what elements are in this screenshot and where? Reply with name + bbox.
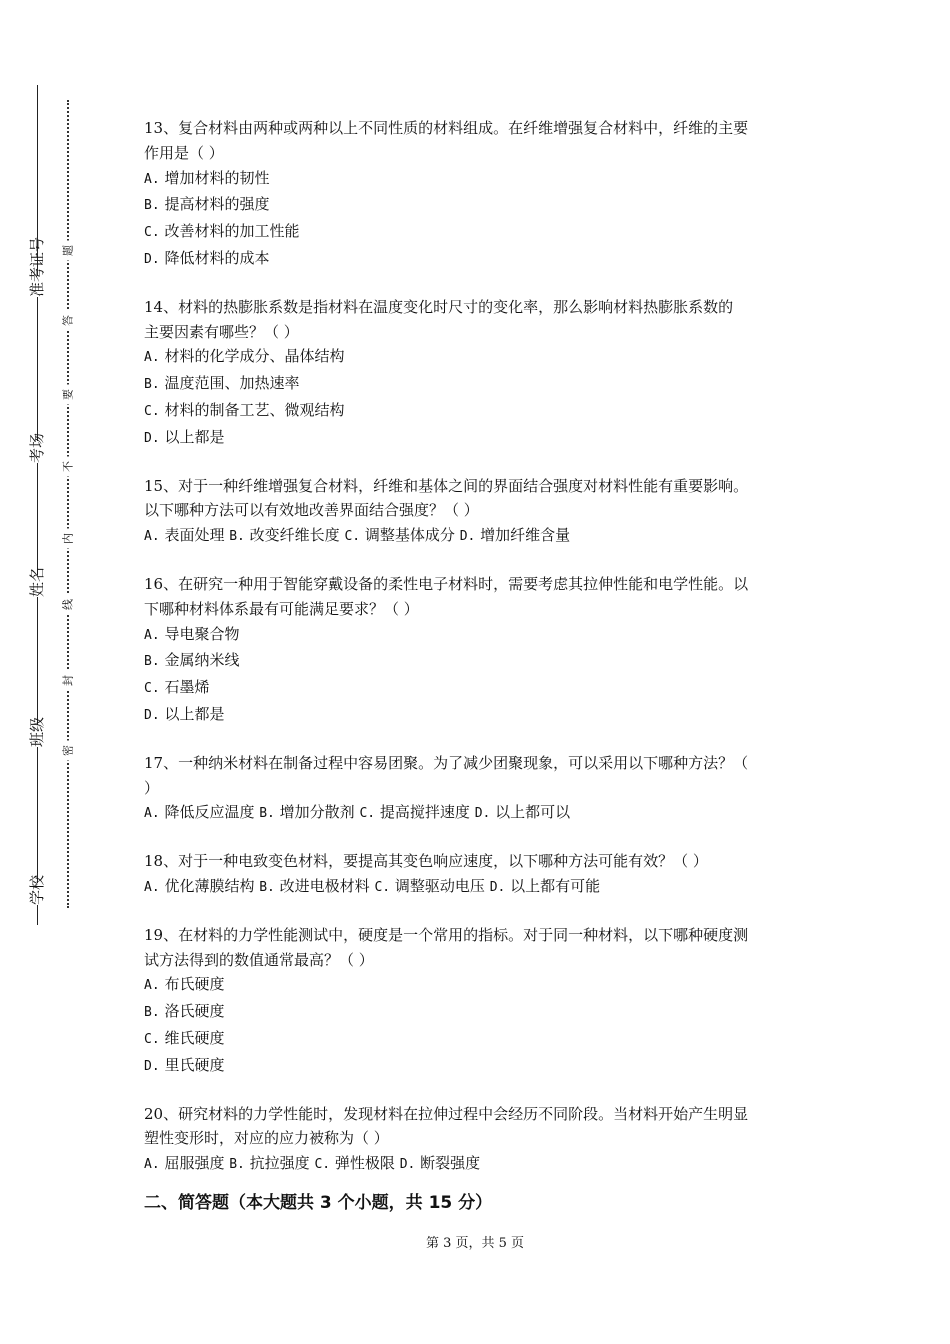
question-text: 17、一种纳米材料在制备过程中容易团聚。为了减少团聚现象，可以采用以下哪种方法？（	[144, 753, 749, 772]
option-label: B.	[229, 1157, 245, 1173]
option-label: A.	[144, 879, 160, 895]
option-text: 优化薄膜结构	[164, 876, 255, 895]
option-text: 改变纤维长度	[249, 526, 340, 545]
question-text: 16、在研究一种用于智能穿戴设备的柔性电子材料时，需要考虑其拉伸性能和电学性能。以	[144, 574, 749, 593]
option-a	[144, 803, 254, 821]
question-20	[144, 1102, 814, 1178]
question-list	[144, 116, 814, 1200]
seal-line	[60, 100, 76, 908]
page-footer: 第 3 页，共 5 页	[425, 1236, 525, 1251]
option-label: C.	[359, 806, 376, 822]
option-text: 洛氏硬度	[164, 1002, 225, 1021]
option-label: C.	[144, 1031, 160, 1047]
option-label: B.	[229, 529, 245, 545]
option-text: 材料的制备工艺、微观结构	[164, 400, 345, 419]
option-text: 导电聚合物	[164, 624, 240, 643]
school-label: 学校	[28, 874, 46, 905]
option-text: 抗拉强度	[249, 1154, 310, 1173]
option-text: 维氏硬度	[164, 1028, 225, 1047]
option-a	[144, 972, 814, 999]
option-label: A.	[144, 978, 160, 994]
option-text: 调整基体成分	[364, 526, 455, 545]
binding-margin	[26, 85, 48, 925]
option-c	[374, 877, 484, 895]
seal-char: 题	[62, 241, 75, 261]
option-label: A.	[144, 171, 160, 187]
option-text: 表面处理	[164, 526, 225, 545]
inline-options	[144, 1151, 814, 1178]
seal-char: 答	[62, 311, 75, 331]
question-text: 20、研究材料的力学性能时，发现材料在拉伸过程中会经历不同阶段。当材料开始产生明显	[144, 1104, 749, 1123]
question-14	[144, 295, 814, 452]
option-text: 提高材料的强度	[164, 195, 270, 214]
option-b	[144, 648, 814, 675]
seal-char: 密	[62, 741, 75, 761]
option-c	[144, 398, 814, 425]
option-c	[144, 675, 814, 702]
option-label: D.	[144, 707, 160, 723]
option-d	[144, 425, 814, 452]
option-text: 布氏硬度	[164, 975, 225, 994]
question-text: 18、对于一种电致变色材料，要提高其变色响应速度，以下哪种方法可能有效？（ ）	[144, 852, 708, 871]
option-label: C.	[144, 403, 160, 419]
seal-char: 封	[62, 671, 75, 691]
question-13	[144, 116, 814, 273]
option-label: D.	[144, 1058, 160, 1074]
option-label: C.	[144, 225, 160, 241]
option-text: 屈服强度	[164, 1154, 225, 1173]
option-text: 增加纤维含量	[480, 526, 571, 545]
option-c	[144, 1026, 814, 1053]
question-text: 作用是（ ）	[144, 143, 224, 162]
option-label: C.	[344, 529, 361, 545]
option-label: A.	[144, 1157, 160, 1173]
question-text: 15、对于一种纤维增强复合材料，纤维和基体之间的界面结合强度对材料性能有重要影响。	[144, 476, 749, 495]
option-text: 降低反应温度	[164, 803, 255, 822]
option-label: D.	[459, 529, 476, 545]
option-text: 弹性极限	[334, 1154, 395, 1173]
option-b	[229, 526, 339, 544]
option-b	[259, 803, 354, 821]
option-label: A.	[144, 627, 160, 643]
option-text: 金属纳米线	[164, 651, 240, 670]
option-label: C.	[374, 879, 391, 895]
option-d	[144, 246, 814, 273]
question-text: 下哪种材料体系最有可能满足要求？（ ）	[144, 599, 419, 618]
option-a	[144, 877, 254, 895]
seal-char: 不	[62, 457, 75, 477]
option-b	[144, 371, 814, 398]
question-text: ）	[144, 778, 160, 797]
section-title: 二、简答题（本大题共 3 个小题，共 15 分）	[144, 1193, 493, 1213]
option-d	[144, 1053, 814, 1080]
seal-char: 线	[62, 595, 75, 615]
option-label: B.	[144, 377, 160, 393]
admission-number-label: 准考证号	[28, 236, 46, 297]
option-label: D.	[144, 251, 160, 267]
option-d	[144, 702, 814, 729]
option-d	[475, 803, 570, 821]
seal-char: 内	[62, 529, 75, 549]
option-text: 增加材料的韧性	[164, 168, 270, 187]
option-b	[144, 999, 814, 1026]
inline-options	[144, 800, 814, 827]
option-text: 材料的化学成分、晶体结构	[164, 347, 345, 366]
option-a	[144, 622, 814, 649]
option-d	[460, 526, 570, 544]
option-text: 以上都有可能	[510, 876, 601, 895]
option-a	[144, 1154, 224, 1172]
question-17	[144, 751, 814, 827]
option-text: 降低材料的成本	[164, 248, 270, 267]
option-c	[344, 526, 454, 544]
option-label: D.	[474, 806, 491, 822]
exam-room-label: 考场	[28, 432, 46, 463]
option-text: 断裂强度	[420, 1154, 481, 1173]
question-text: 主要因素有哪些？（ ）	[144, 322, 299, 341]
question-19	[144, 923, 814, 1080]
option-label: A.	[144, 529, 160, 545]
question-text: 以下哪种方法可以有效地改善界面结合强度？（ ）	[144, 501, 479, 520]
option-text: 温度范围、加热速率	[164, 374, 300, 393]
option-b	[259, 877, 369, 895]
option-text: 里氏硬度	[164, 1055, 225, 1074]
name-label: 姓名	[28, 566, 46, 597]
option-label: C.	[314, 1157, 331, 1173]
option-label: C.	[144, 681, 160, 697]
option-a	[144, 344, 814, 371]
option-text: 调整驱动电压	[394, 876, 485, 895]
option-label: D.	[489, 879, 506, 895]
option-c	[359, 803, 469, 821]
option-label: A.	[144, 350, 160, 366]
question-15	[144, 474, 814, 550]
option-label: B.	[144, 654, 160, 670]
option-label: A.	[144, 806, 160, 822]
option-d	[400, 1154, 480, 1172]
option-b	[229, 1154, 309, 1172]
question-16	[144, 572, 814, 729]
option-a	[144, 166, 814, 193]
option-a	[144, 526, 224, 544]
option-text: 改善材料的加工性能	[164, 222, 300, 241]
option-label: B.	[259, 806, 275, 822]
question-text: 13、复合材料由两种或两种以上不同性质的材料组成。在纤维增强复合材料中，纤维的主要	[144, 119, 749, 137]
option-text: 以上都可以	[495, 803, 571, 822]
option-text: 改进电极材料	[279, 876, 370, 895]
option-label: D.	[399, 1157, 416, 1173]
question-text: 14、材料的热膨胀系数是指材料在温度变化时尺寸的变化率，那么影响材料热膨胀系数的	[144, 297, 734, 316]
option-c	[144, 219, 814, 246]
option-label: B.	[144, 1005, 160, 1021]
question-18	[144, 849, 814, 901]
option-text: 提高搅拌速度	[379, 803, 470, 822]
option-b	[144, 192, 814, 219]
class-label: 班级	[28, 716, 46, 747]
option-label: B.	[144, 198, 160, 214]
option-label: B.	[259, 879, 275, 895]
option-text: 以上都是	[164, 704, 225, 723]
question-text: 塑性变形时，对应的应力被称为（ ）	[144, 1129, 389, 1148]
seal-char: 要	[62, 385, 75, 405]
option-text: 石墨烯	[164, 678, 210, 697]
question-text: 19、在材料的力学性能测试中，硬度是一个常用的指标。对于同一种材料，以下哪种硬度测	[144, 925, 749, 944]
question-text: 试方法得到的数值通常最高？（ ）	[144, 950, 374, 969]
option-text: 增加分散剂	[279, 803, 355, 822]
option-label: D.	[144, 430, 160, 446]
option-c	[314, 1154, 394, 1172]
option-d	[490, 877, 600, 895]
inline-options	[144, 874, 814, 901]
option-text: 以上都是	[164, 427, 225, 446]
inline-options	[144, 523, 814, 550]
